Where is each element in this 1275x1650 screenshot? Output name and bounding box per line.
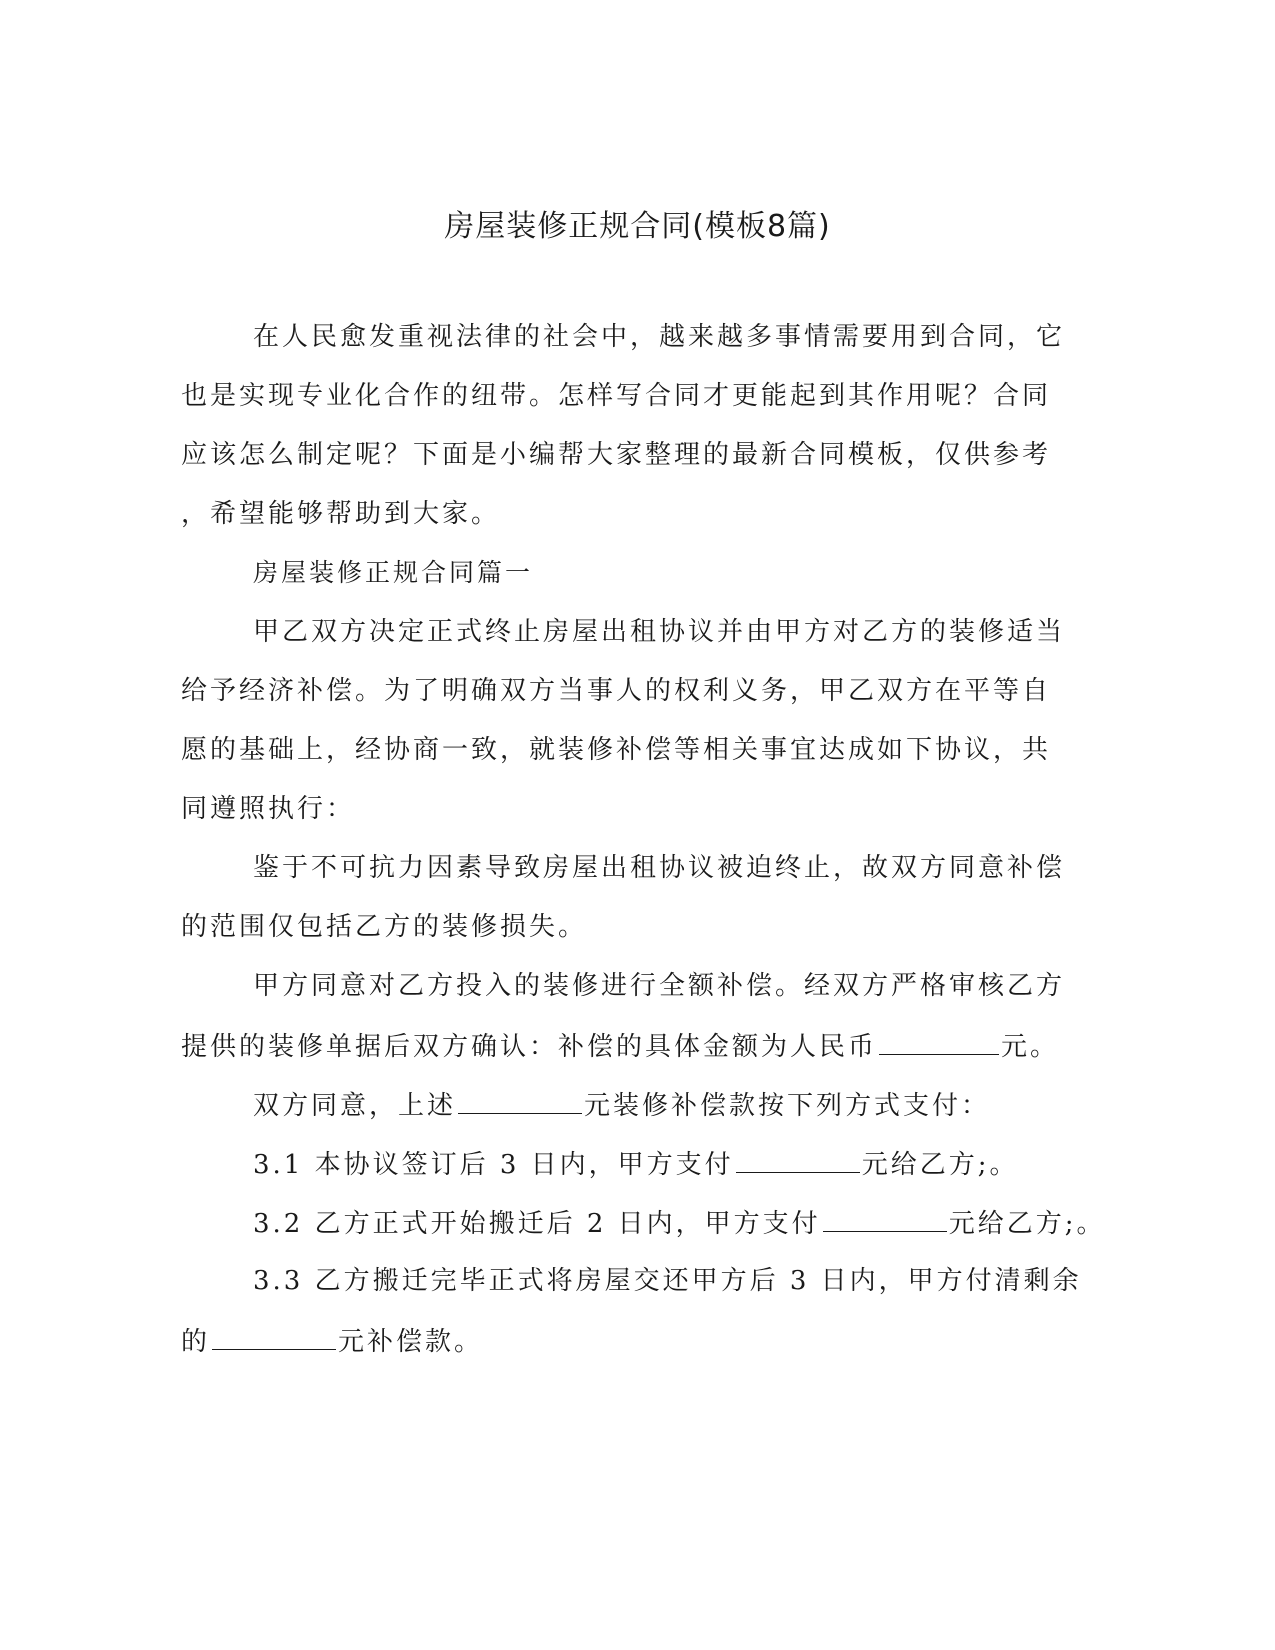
para1-line-2: 给予经济补偿。为了明确双方当事人的权利义务，甲乙双方在平等自: [181, 676, 1052, 706]
item-3-1-text: 3.1 本协议签订后 3 日内，甲方支付: [253, 1150, 734, 1180]
para4-text: 双方同意，上述: [253, 1091, 457, 1121]
intro-line-2: 也是实现专业化合作的纽带。怎样写合同才更能起到其作用呢？合同: [181, 381, 1052, 411]
intro-line-4: ，希望能够帮助到大家。: [181, 499, 501, 529]
para3-line-2-text: 提供的装修单据后双方确认：补偿的具体金额为人民币: [181, 1032, 878, 1062]
para1-line-1: 甲乙双方决定正式终止房屋出租协议并由甲方对乙方的装修适当: [253, 617, 1066, 647]
item-3-2-text: 3.2 乙方正式开始搬迁后 2 日内，甲方支付: [253, 1209, 821, 1239]
item-3-3-suffix: 元补偿款。: [338, 1327, 484, 1357]
item-3-2: [253, 1205, 1105, 1241]
amount-blank[interactable]: [879, 1028, 999, 1055]
item-3-3-line-2: [181, 1323, 483, 1359]
amount-blank[interactable]: [458, 1087, 582, 1114]
amount-blank[interactable]: [736, 1146, 860, 1173]
item-3-1-suffix: 元给乙方;。: [861, 1150, 1019, 1180]
amount-blank[interactable]: [823, 1205, 947, 1232]
item-3-2-suffix: 元给乙方;。: [948, 1209, 1106, 1239]
para1-line-3: 愿的基础上，经协商一致，就装修补偿等相关事宜达成如下协议，共: [181, 735, 1052, 765]
intro-line-3: 应该怎么制定呢？下面是小编帮大家整理的最新合同模板，仅供参考: [181, 440, 1052, 470]
para2-line-1: 鉴于不可抗力因素导致房屋出租协议被迫终止，故双方同意补偿: [253, 853, 1066, 883]
item-3-3-line-1: 3.3 乙方搬迁完毕正式将房屋交还甲方后 3 日内，甲方付清剩余: [253, 1266, 1082, 1296]
para3-line-2-suffix: 元。: [1001, 1032, 1060, 1062]
para4-suffix: 元装修补偿款按下列方式支付：: [584, 1091, 991, 1121]
item-3-3-text: 的: [181, 1327, 211, 1357]
para4-line: [253, 1087, 990, 1123]
item-3-1: [253, 1146, 1018, 1182]
amount-blank[interactable]: [212, 1323, 336, 1350]
para3-line-2: [181, 1028, 1059, 1064]
page-title: 房屋装修正规合同(模板8篇): [444, 209, 831, 244]
intro-line-1: 在人民愈发重视法律的社会中，越来越多事情需要用到合同，它: [253, 322, 1066, 352]
section-heading: 房屋装修正规合同篇一: [253, 558, 534, 587]
para1-line-4: 同遵照执行：: [181, 794, 356, 824]
para2-line-2: 的范围仅包括乙方的装修损失。: [181, 912, 588, 942]
para3-line-1: 甲方同意对乙方投入的装修进行全额补偿。经双方严格审核乙方: [253, 971, 1066, 1001]
